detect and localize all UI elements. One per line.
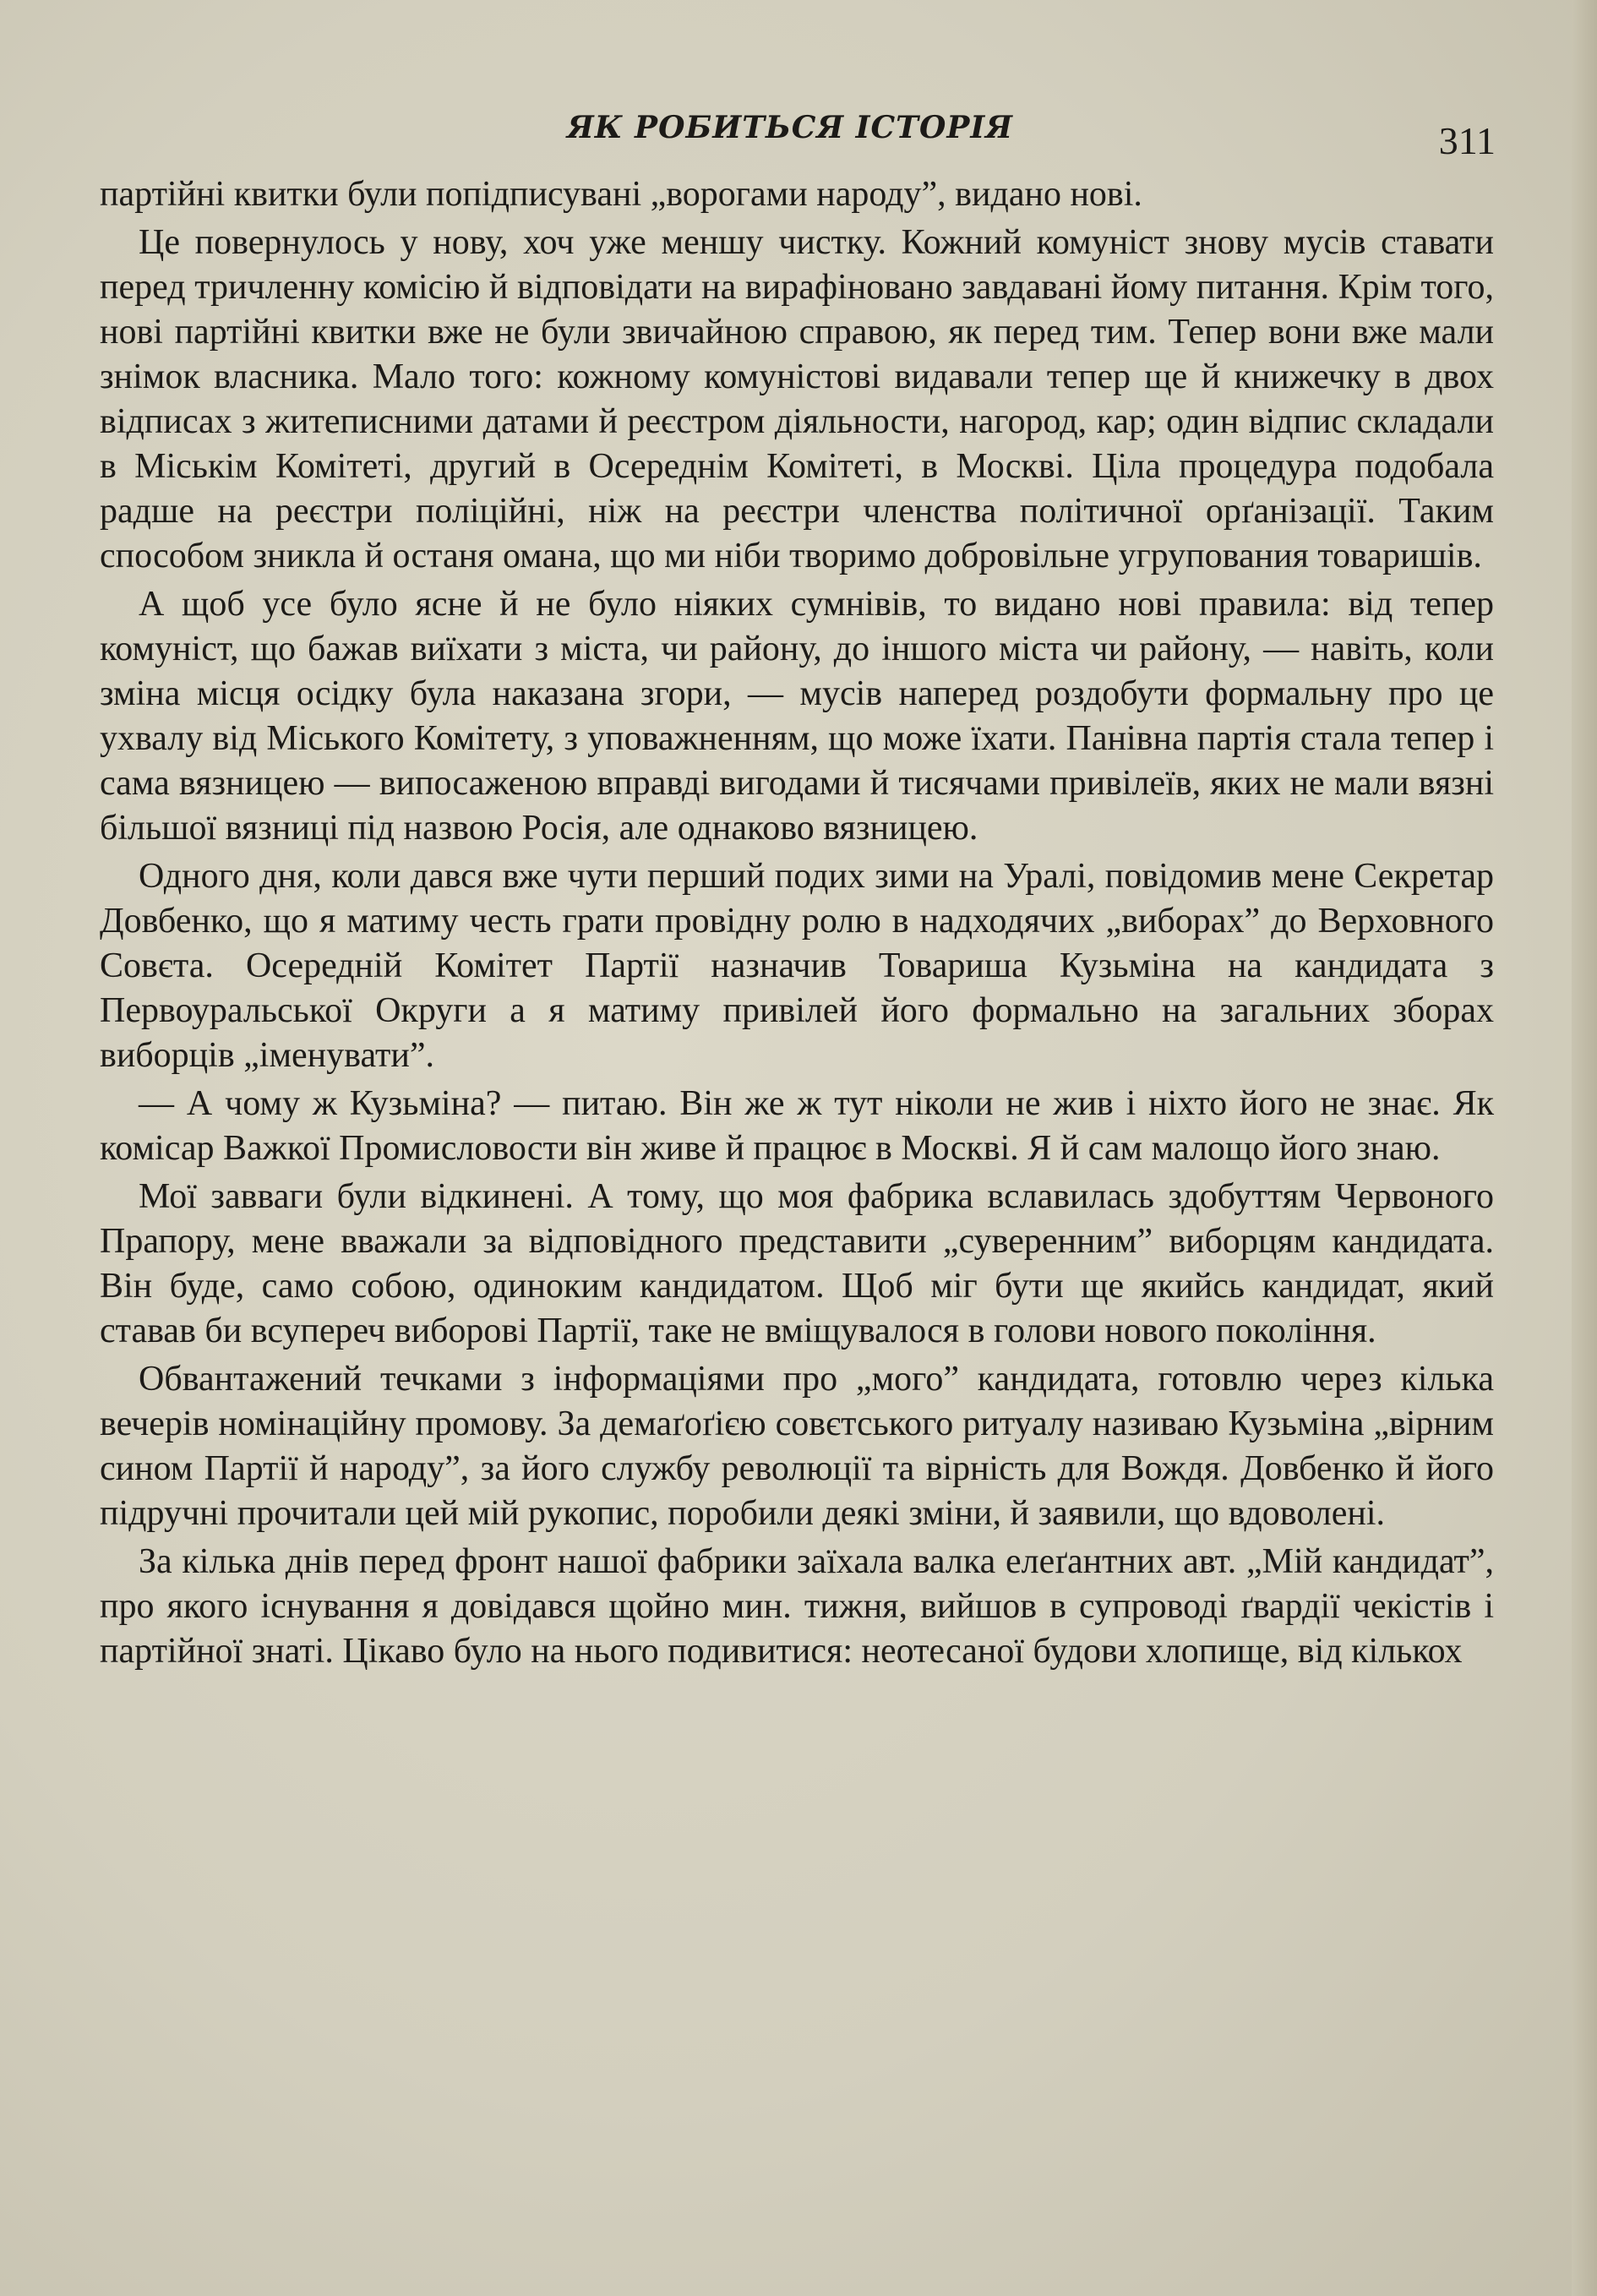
paragraph-8: За кілька днів перед фронт нашої фабрики заїхала валка елеґантних авт. „Мій кандидат”, про якого існування я довідався щойно мин. тижня, вийшов в супроводі ґвардії чекістів і партійної знаті. Цікаво було на нього подивитися: неотесаної будови хлопище, від кількох [100,1542,1494,1671]
paragraph-4: Одного дня, коли дався вже чути перший подих зими на Уралі, повідомив мене Секретар Довбенко, що я матиму честь грати провідну ролю в надходячих „виборах” до Верховного Совєта. Осередній Комітет Партії назначив Товариша Кузьміна на кандидата з Первоуральської Округи а я матиму привілей його формально на загальних зборах виборців „іменувати”. [100,857,1494,1075]
paragraph-6: Мої завваги були відкинені. А тому, що моя фабрика вславилась здобуттям Червоного Прапору, мене вважали за відповідного представити „суверенним” виборцям кандидата. Він буде, само собою, одиноким кандидатом. Щоб міг бути ще якийсь кандидат, який ставав би всупереч виборові Партії, таке не вміщувалося в голови нового покоління. [100,1177,1494,1350]
page-number: 311 [1438,119,1496,162]
running-header [84,105,1496,162]
paragraph-1: партійні квитки були попідписувані „ворогами народу”, видано нові. [100,175,1142,214]
paragraph-2: Це повернулось у нову, хоч уже меншу чистку. Кожний комуніст знову мусів ставати перед тричленну комісію й відповідати на вирафіновано завдавані йому питання. Крім того, нові партійні квитки вже не були звичайною справою, як перед тим. Тепер вони вже мали знімок власника. Мало того: кожному комуністові видавали тепер ще й книжечку в двох відписах з житеписними датами й реєстром діяльности, нагород, кар; один відпис складали в Міськім Комітеті, другий в Осереднім Комітеті, в Москві. Ціла процедура подобала радше на реєстри поліційні, ніж на реєстри членства політичної орґанізації. Таким способом зникла й останя омана, що ми ніби творимо добровільне угрупования товаришів. [100,223,1494,575]
paragraph-7: Обвантажений течками з інформаціями про „мого” кандидата, готовлю через кілька вечерів номінаційну промову. За демаґоґією совєтського ритуалу називаю Кузьміна „вірним сином Партії й народу”, за його службу революції та вірність для Вождя. Довбенко й його підручні прочитали цей мій рукопис, поробили деякі зміни, й заявили, що вдоволені. [100,1360,1494,1533]
paragraph-5: — А чому ж Кузьміна? — питаю. Він же ж тут ніколи не жив і ніхто його не знає. Як комісар Важкої Промисловости він живе й працює в Москві. Я й сам малощо його знаю. [100,1084,1494,1168]
page-edge-shadow [1572,0,1597,2296]
running-title: ЯК РОБИТЬСЯ ІСТОРІЯ [567,110,1013,145]
paragraph-3: А щоб усе було ясне й не було ніяких сумнівів, то видано нові правила: від тепер комуніст, що бажав виїхати з міста, чи району, до іншого міста чи району, — навіть, коли зміна місця осідку була наказана згори, — мусів наперед роздобути формальну про це ухвалу від Міського Комітету, з уповажненням, що може їхати. Панівна партія стала тепер і сама вязницею — випосаженою вправді вигодами й тисячами привілеїв, яких не мали вязні більшої вязниці під назвою Росія, але однаково вязницею. [100,585,1494,848]
body-text [100,172,1494,1677]
